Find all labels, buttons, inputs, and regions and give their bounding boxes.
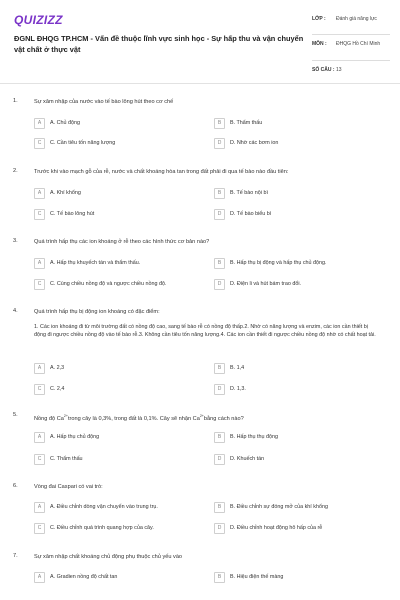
question-text: Sự xâm nhập chất khoáng chủ động phụ thuộc chủ yếu vào (34, 554, 183, 560)
question-statements: 1. Các ion khoáng đi từ môi trường đất có nồng độ cao, sang tế bào rễ có nồng độ thấp.2. Nhờ có năng lượng và enzim, các ion cần thiết bị động đi ngược chiều nồng độ vào tế bào rễ.3. Không cần tiêu tốn năng lượng.4. Các ion cần thiết đi ngược chiều nồng độ nhờ có chất hoạt tải. (34, 324, 376, 338)
question-number: 5. (13, 412, 18, 418)
question-text-part: trong cây là 0,3%, trong đất là 0,1%. Cây sẽ nhận Ca (67, 415, 200, 422)
option-letter-box: B (214, 432, 225, 443)
option-letter-box: A (34, 188, 45, 199)
question-number: 3. (13, 238, 18, 244)
option-letter-box: B (214, 502, 225, 513)
option-letter-box: D (214, 454, 225, 465)
option-d[interactable] (214, 384, 374, 395)
worksheet-header (0, 0, 400, 84)
question-number: 2. (13, 168, 18, 174)
option-b[interactable] (214, 572, 374, 583)
question-text: Vòng đai Caspari có vai trò: (34, 484, 103, 490)
option-letter-box: B (214, 572, 225, 583)
option-letter-box: A (34, 258, 45, 269)
option-letter-box: C (34, 454, 45, 465)
option-d[interactable] (214, 523, 374, 534)
option-d[interactable] (214, 138, 374, 149)
option-letter-box: C (34, 279, 45, 290)
option-text: C. Cần tiêu tốn năng lượng (50, 140, 116, 146)
option-text: B. Hấp thụ bị động và hấp thụ chủ động. (230, 260, 327, 266)
option-text: D. Tế bào biểu bì (230, 211, 272, 217)
option-text: C. Tế bào lông hút (50, 211, 95, 217)
meta-class-value: Đánh giá năng lực (336, 16, 377, 22)
option-c[interactable] (34, 523, 194, 534)
option-b[interactable] (214, 432, 374, 443)
question-text: Quá trình hấp thụ các ion khoáng ở rễ theo các hình thức cơ bản nào? (34, 239, 210, 245)
superscript: 2+ (63, 414, 68, 418)
option-b[interactable] (214, 258, 374, 269)
option-text: B. Tế bào nội bì (230, 190, 268, 196)
meta-subject-label: MÔN : (312, 41, 327, 47)
option-letter-box: D (214, 138, 225, 149)
option-letter-box: A (34, 502, 45, 513)
option-letter-box: A (34, 432, 45, 443)
option-letter-box: B (214, 188, 225, 199)
meta-divider (312, 60, 390, 61)
option-letter-box: D (214, 279, 225, 290)
meta-count-label: SỐ CÂU : (312, 67, 335, 73)
meta-subject-value: ĐHQG Hồ Chí Minh (336, 41, 381, 47)
question-text: Quá trình hấp thụ bị động ion khoáng có đặc điểm: (34, 309, 160, 315)
option-text: D. Điện li và hút bám trao đổi. (230, 281, 302, 287)
option-b[interactable] (214, 502, 374, 513)
option-a[interactable] (34, 363, 194, 374)
option-text: A. Điều chỉnh dòng vận chuyển vào trung trụ. (50, 504, 158, 510)
option-text: C. Điều chỉnh quá trình quang hợp của cây. (50, 525, 154, 531)
option-letter-box: B (214, 118, 225, 129)
option-a[interactable] (34, 118, 194, 129)
option-c[interactable] (34, 209, 194, 220)
option-letter-box: A (34, 118, 45, 129)
option-text: D. 1,3. (230, 386, 246, 392)
option-text: C. 2,4 (50, 386, 65, 392)
option-c[interactable] (34, 279, 194, 290)
option-d[interactable] (214, 454, 374, 465)
option-letter-box: B (214, 258, 225, 269)
option-text: A. Hấp thụ khuyếch tán và thẩm thấu. (50, 260, 141, 266)
option-text: A. Gradien nồng độ chất tan (50, 574, 118, 580)
option-letter-box: D (214, 209, 225, 220)
option-a[interactable] (34, 502, 194, 513)
option-b[interactable] (214, 118, 374, 129)
question-number: 1. (13, 98, 18, 104)
option-c[interactable] (34, 138, 194, 149)
question-number: 7. (13, 553, 18, 559)
option-letter-box: B (214, 363, 225, 374)
option-letter-box: D (214, 523, 225, 534)
option-letter-box: C (34, 384, 45, 395)
meta-divider (312, 34, 390, 35)
question-text: Sự xâm nhập của nước vào tế bào lông hút theo cơ chế (34, 99, 174, 105)
option-text: A. Khí khổng (50, 190, 81, 196)
option-text: B. Hiệu điện thế màng (230, 574, 284, 580)
option-text: B. 1,4 (230, 365, 245, 371)
option-text: A. Hấp thụ chủ động (50, 434, 100, 440)
option-text: B. Thẩm thấu (230, 120, 263, 126)
option-letter-box: C (34, 138, 45, 149)
question-number: 4. (13, 308, 18, 314)
option-c[interactable] (34, 384, 194, 395)
option-b[interactable] (214, 188, 374, 199)
option-text: A. Chủ động (50, 120, 80, 126)
question-text (34, 412, 380, 423)
option-text: D. Điều chỉnh hoạt động hô hấp của rễ (230, 525, 323, 531)
meta-class-label: LỚP : (312, 16, 326, 22)
worksheet-title: ĐGNL ĐHQG TP.HCM - Vấn đề thuộc lĩnh vực sinh học - Sự hấp thu và vận chuyển vật chất ở thực vật (14, 34, 304, 54)
option-text: A. 2,3 (50, 365, 65, 371)
option-text: C. Thẩm thấu (50, 456, 83, 462)
option-d[interactable] (214, 279, 374, 290)
option-letter-box: A (34, 572, 45, 583)
option-c[interactable] (34, 454, 194, 465)
quizizz-logo: QUIZIZZ (14, 13, 63, 27)
option-b[interactable] (214, 363, 374, 374)
option-text: B. Hấp thụ thụ động (230, 434, 278, 440)
option-letter-box: C (34, 209, 45, 220)
option-text: D. Khuếch tán (230, 456, 265, 462)
meta-count-value: 13 (336, 67, 342, 73)
option-text: D. Nhờ các bơm ion (230, 140, 279, 146)
question-text-part: bằng cách nào? (203, 415, 244, 422)
option-d[interactable] (214, 209, 374, 220)
option-text: B. Điều chỉnh sự đóng mở của khí khổng (230, 504, 328, 510)
superscript: 2+ (199, 414, 204, 418)
option-a[interactable] (34, 188, 194, 199)
question-number: 6. (13, 483, 18, 489)
question-text: Trước khi vào mạch gỗ của rễ, nước và chất khoáng hòa tan trong đất phải đi qua tế bào nào đầu tiên: (34, 169, 289, 175)
option-letter-box: A (34, 363, 45, 374)
option-text: C. Cùng chiều nồng độ và ngược chiều nồng độ. (50, 281, 167, 287)
option-a[interactable] (34, 572, 194, 583)
option-letter-box: D (214, 384, 225, 395)
option-a[interactable] (34, 432, 194, 443)
option-letter-box: C (34, 523, 45, 534)
option-a[interactable] (34, 258, 194, 269)
question-text-part: Nồng độ Ca (34, 415, 64, 422)
